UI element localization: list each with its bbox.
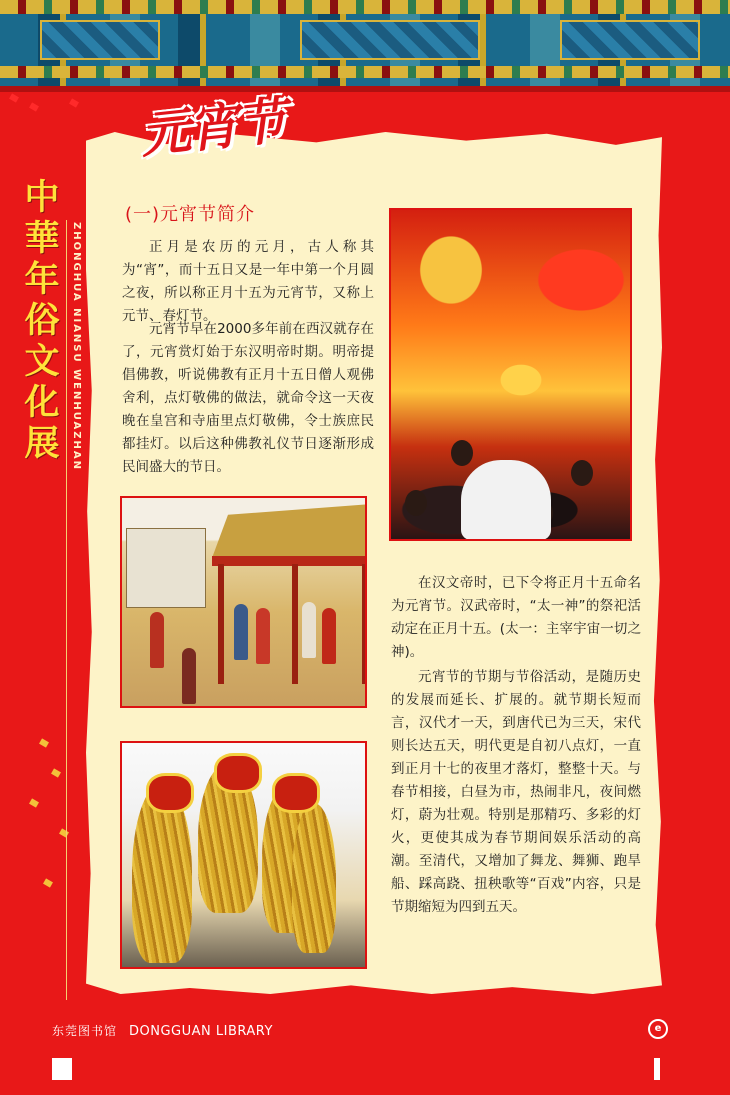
beam-panel — [300, 20, 480, 60]
petal-decoration — [9, 93, 19, 102]
figure — [322, 608, 336, 664]
beam-pattern-band — [0, 0, 730, 14]
figure — [302, 602, 316, 658]
figure — [150, 612, 164, 668]
roof-drawing — [212, 504, 367, 558]
lion-head — [146, 773, 194, 813]
column — [292, 564, 298, 684]
lion-head — [214, 753, 262, 793]
figure — [234, 604, 248, 660]
side-divider — [66, 220, 67, 1000]
paragraph: 元宵节早在2000多年前在西汉就存在了，元宵赏灯始于东汉明帝时期。明帝提倡佛教，听说佛教有正月十五日僧人观佛舍利，点灯敬佛的做法，就命令这一天夜晚在皇宫和寺庙里点灯敬佛，令士族庶民都挂灯。以后这种佛教礼仪节日逐渐形成民间盛大的节日。 — [122, 321, 374, 475]
paragraph: 在汉文帝时，已下令将正月十五命名为元宵节。汉武帝时，“太一神”的祭祀活动定在正月十五。(太一：主宰宇宙一切之神)。 — [391, 575, 641, 660]
footer-bar — [654, 1058, 660, 1080]
petal-decoration — [43, 878, 53, 887]
petal-decoration — [51, 768, 61, 777]
column — [218, 564, 224, 684]
beam-panel — [40, 20, 160, 60]
lantern-crowd-photo — [389, 208, 632, 541]
exhibition-title: 中華年俗文化展 — [19, 178, 60, 465]
petal-decoration — [69, 98, 79, 107]
column — [362, 564, 367, 684]
figure — [182, 648, 196, 704]
section-heading: (一)元宵节简介 — [125, 204, 256, 225]
library-logo-icon: e — [648, 1019, 668, 1039]
lion-head — [272, 773, 320, 813]
library-name-en: DONGGUAN LIBRARY — [129, 1024, 273, 1039]
shop-beam — [212, 556, 367, 566]
library-name-cn: 东莞图书馆 — [52, 1024, 118, 1038]
street-lantern-painting — [120, 496, 367, 708]
beam-panel — [560, 20, 700, 60]
petal-decoration — [29, 798, 39, 807]
lion-dance-photo — [120, 741, 367, 969]
petal-decoration — [59, 828, 69, 837]
footer-bar — [52, 1058, 72, 1080]
exhibition-title-pinyin: ZHONGHUA NIANSU WENHUAZHAN — [71, 222, 82, 471]
footer-library — [52, 1022, 273, 1039]
festival-logo-title: 元宵节 — [137, 90, 288, 165]
decorative-beam — [0, 0, 730, 92]
figure — [256, 608, 270, 664]
paragraph: 正月是农历的元月，古人称其为“宵”，而十五日又是一年中第一个月圆之夜，所以称正月十五为元宵节，又称上元节、春灯节。 — [122, 239, 374, 324]
petal-decoration — [29, 102, 39, 111]
paragraph: 元宵节的节期与节俗活动，是随历史的发展而延长、扩展的。就节期长短而言，汉代才一天，到唐代已为三天，宋代则长达五天，明代更是自初八点灯，一直到正月十七的夜里才落灯，整整十天。与春节相接，白昼为市，热闹非凡，夜间燃灯，蔚为壮观。特别是那精巧、多彩的灯火，更使其成为春节期间娱乐活动的高潮。至清代，又增加了舞龙、舞狮、跑旱船、踩高跷、扭秧歌等“百戏”内容，只是节期缩短为四到五天。 — [391, 669, 641, 915]
petal-decoration — [39, 738, 49, 747]
lion-figure — [292, 803, 336, 953]
house-drawing — [126, 528, 206, 608]
beam-pattern-band — [0, 66, 730, 78]
child-figure — [461, 460, 551, 540]
